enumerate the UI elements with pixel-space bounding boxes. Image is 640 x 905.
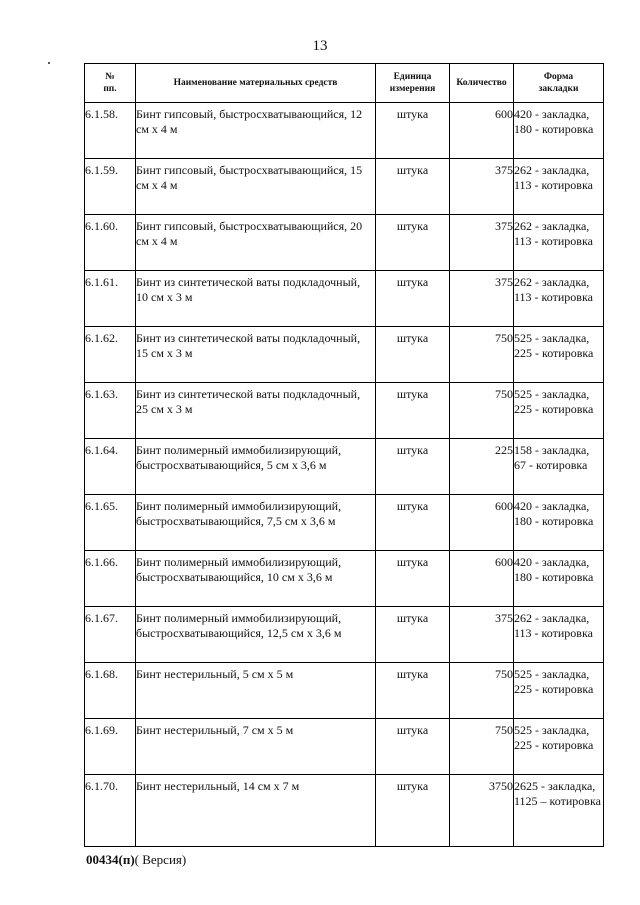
item-name: Бинт гипсовый, быстросхватывающийся, 20 см х 4 м [136, 215, 376, 271]
document-version: ( Версия) [134, 852, 187, 867]
item-name: Бинт нестерильный, 7 см х 5 м [136, 719, 376, 775]
item-form: 525 - закладка, 225 - котировка [514, 719, 604, 775]
row-number: 6.1.66. [85, 551, 136, 607]
item-name: Бинт из синтетической ваты подкладочный, 25 см х 3 м [136, 383, 376, 439]
item-quantity: 225 [450, 439, 514, 495]
item-form: 420 - закладка, 180 - котировка [514, 495, 604, 551]
row-number: 6.1.68. [85, 663, 136, 719]
row-number: 6.1.62. [85, 327, 136, 383]
item-quantity: 3750 [450, 775, 514, 847]
item-name: Бинт нестерильный, 14 см х 7 м [136, 775, 376, 847]
item-unit: штука [376, 607, 450, 663]
table-row [85, 607, 604, 663]
item-quantity: 750 [450, 663, 514, 719]
row-number: 6.1.69. [85, 719, 136, 775]
item-quantity: 375 [450, 215, 514, 271]
materials-table [84, 63, 604, 847]
item-form: 2625 - закладка, 1125 – котировка [514, 775, 604, 847]
item-unit: штука [376, 103, 450, 159]
header-unit: Единица измерения [376, 64, 450, 103]
item-unit: штука [376, 271, 450, 327]
table-row [85, 719, 604, 775]
item-name: Бинт полимерный иммобилизирующий, быстросхватывающийся, 10 см х 3,6 м [136, 551, 376, 607]
item-unit: штука [376, 383, 450, 439]
row-number: 6.1.59. [85, 159, 136, 215]
table-row [85, 495, 604, 551]
item-name: Бинт из синтетической ваты подкладочный, 10 см х 3 м [136, 271, 376, 327]
table-row [85, 663, 604, 719]
item-name: Бинт нестерильный, 5 см х 5 м [136, 663, 376, 719]
table-row [85, 271, 604, 327]
item-name: Бинт полимерный иммобилизирующий, быстросхватывающийся, 7,5 см х 3,6 м [136, 495, 376, 551]
row-number: 6.1.67. [85, 607, 136, 663]
item-form: 525 - закладка, 225 - котировка [514, 663, 604, 719]
table-row [85, 159, 604, 215]
row-number: 6.1.70. [85, 775, 136, 847]
item-form: 262 - закладка, 113 - котировка [514, 271, 604, 327]
item-unit: штука [376, 159, 450, 215]
item-quantity: 375 [450, 159, 514, 215]
item-name: Бинт гипсовый, быстросхватывающийся, 15 см х 4 м [136, 159, 376, 215]
item-quantity: 600 [450, 495, 514, 551]
table-header-row [85, 64, 604, 103]
scan-speck [48, 62, 50, 64]
table-row [85, 775, 604, 847]
item-quantity: 600 [450, 103, 514, 159]
item-unit: штука [376, 495, 450, 551]
item-name: Бинт полимерный иммобилизирующий, быстросхватывающийся, 5 см х 3,6 м [136, 439, 376, 495]
item-form: 262 - закладка, 113 - котировка [514, 159, 604, 215]
item-form: 262 - закладка, 113 - котировка [514, 215, 604, 271]
item-quantity: 600 [450, 551, 514, 607]
row-number: 6.1.64. [85, 439, 136, 495]
item-form: 158 - закладка, 67 - котировка [514, 439, 604, 495]
item-name: Бинт полимерный иммобилизирующий, быстросхватывающийся, 12,5 см х 3,6 м [136, 607, 376, 663]
item-quantity: 750 [450, 327, 514, 383]
item-form: 420 - закладка, 180 - котировка [514, 551, 604, 607]
table-row [85, 103, 604, 159]
item-name: Бинт из синтетической ваты подкладочный, 15 см х 3 м [136, 327, 376, 383]
row-number: 6.1.65. [85, 495, 136, 551]
table-row [85, 215, 604, 271]
table-row [85, 439, 604, 495]
item-form: 262 - закладка, 113 - котировка [514, 607, 604, 663]
item-quantity: 750 [450, 383, 514, 439]
header-number: № пп. [85, 64, 136, 103]
item-form: 525 - закладка, 225 - котировка [514, 327, 604, 383]
item-form: 525 - закладка, 225 - котировка [514, 383, 604, 439]
item-unit: штука [376, 215, 450, 271]
item-name: Бинт гипсовый, быстросхватывающийся, 12 см х 4 м [136, 103, 376, 159]
header-form: Форма закладки [514, 64, 604, 103]
table-row [85, 327, 604, 383]
row-number: 6.1.58. [85, 103, 136, 159]
item-quantity: 375 [450, 271, 514, 327]
item-unit: штука [376, 551, 450, 607]
row-number: 6.1.63. [85, 383, 136, 439]
item-unit: штука [376, 327, 450, 383]
header-name: Наименование материальных средств [136, 64, 376, 103]
item-unit: штука [376, 439, 450, 495]
document-footer [86, 852, 186, 868]
table-row [85, 551, 604, 607]
item-form: 420 - закладка, 180 - котировка [514, 103, 604, 159]
page-number: 13 [312, 38, 328, 54]
row-number: 6.1.60. [85, 215, 136, 271]
item-quantity: 375 [450, 607, 514, 663]
item-unit: штука [376, 719, 450, 775]
table-row [85, 383, 604, 439]
item-unit: штука [376, 663, 450, 719]
header-quantity: Количество [450, 64, 514, 103]
row-number: 6.1.61. [85, 271, 136, 327]
item-quantity: 750 [450, 719, 514, 775]
document-code: 00434(п) [86, 852, 135, 867]
item-unit: штука [376, 775, 450, 847]
